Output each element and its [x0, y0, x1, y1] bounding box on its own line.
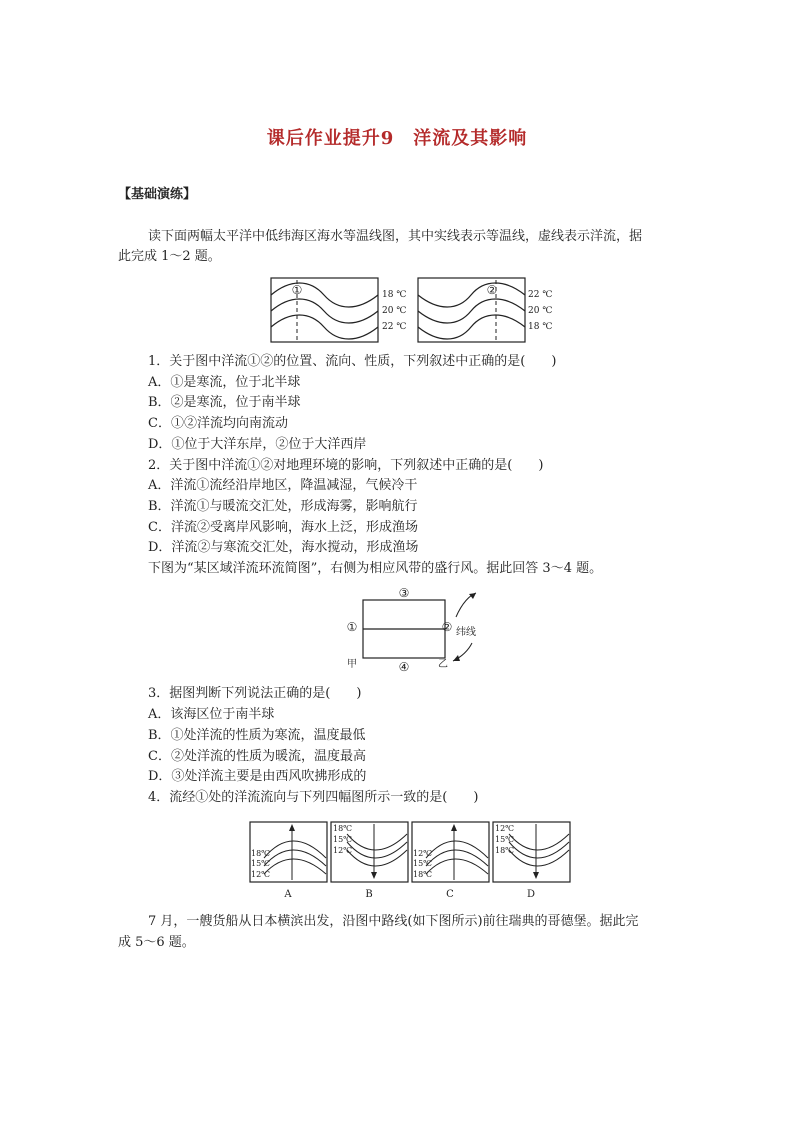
q2-option-b[interactable]: B．洋流①与暖流交汇处，形成海雾，影响航行: [148, 499, 418, 514]
intro-1-line-2: 此完成 1～2 题。: [118, 249, 221, 264]
intro-3-line-1: 7 月，一艘货船从日本横滨出发，沿图中路线(如下图所示)前往瑞典的哥德堡。据此完: [148, 914, 639, 929]
q3-option-c[interactable]: C．②处洋流的性质为暖流，温度最高: [148, 749, 366, 764]
corner-jia: 甲: [347, 659, 357, 670]
label-2: ②: [441, 620, 453, 634]
b-label-3: 12℃: [333, 846, 353, 855]
a-label-3: 12℃: [251, 870, 271, 879]
d-letter: D: [526, 889, 536, 900]
q1-option-c[interactable]: C．①②洋流均向南流动: [148, 416, 288, 431]
left-label-3: 22 ℃: [382, 322, 407, 332]
b-letter: B: [365, 889, 373, 900]
c-label-2: 15℃: [413, 859, 433, 868]
marker-2: ②: [486, 283, 498, 297]
d-label-3: 18℃: [495, 846, 515, 855]
option-figure-a[interactable]: [250, 822, 327, 900]
right-label-3: 18 ℃: [528, 322, 553, 332]
page-title: 课后作业提升9 洋流及其影响: [266, 128, 528, 149]
q1-option-a[interactable]: A．①是寒流，位于北半球: [148, 375, 301, 390]
latitude-label: 纬线: [456, 627, 476, 638]
label-4: ④: [398, 660, 410, 673]
isotherm-figure: [270, 277, 560, 345]
d-label-2: 15℃: [495, 835, 515, 844]
question-3: 3．据图判断下列说法正确的是( ): [148, 686, 362, 701]
option-figure-d[interactable]: [493, 822, 570, 900]
a-letter: A: [284, 889, 292, 900]
intro-1-line-1: 读下面两幅太平洋中低纬海区海水等温线图，其中实线表示等温线，虚线表示洋流，据: [148, 229, 643, 244]
q3-option-b[interactable]: B．①处洋流的性质为寒流，温度最低: [148, 728, 366, 743]
isotherm-map-right: [418, 278, 552, 342]
c-label-1: 12℃: [413, 849, 433, 858]
marker-1: ①: [291, 283, 303, 297]
b-label-2: 15℃: [333, 835, 353, 844]
intro-3-line-2: 成 5～6 题。: [118, 935, 195, 950]
a-label-1: 18℃: [251, 849, 271, 858]
q2-option-c[interactable]: C．洋流②受离岸风影响，海水上泛，形成渔场: [148, 520, 418, 535]
section-heading: 【基础演练】: [118, 187, 197, 202]
isotherm-map-left: [271, 278, 406, 342]
c-label-3: 18℃: [413, 870, 433, 879]
q3-option-a[interactable]: A．该海区位于南半球: [148, 707, 275, 722]
q1-option-b[interactable]: B．②是寒流，位于南半球: [148, 395, 301, 410]
right-label-2: 20 ℃: [528, 306, 553, 316]
q1-option-d[interactable]: D．①位于大洋东岸，②位于大洋西岸: [148, 437, 367, 452]
q3-option-d[interactable]: D．③处洋流主要是由西风吹拂形成的: [148, 769, 367, 784]
option-figure-c[interactable]: [412, 822, 489, 900]
a-label-2: 15℃: [251, 859, 271, 868]
b-label-1: 18℃: [333, 824, 353, 833]
c-letter: C: [446, 889, 454, 900]
d-label-1: 12℃: [495, 824, 515, 833]
question-1: 1．关于图中洋流①②的位置、流向、性质，下列叙述中正确的是( ): [148, 354, 557, 369]
option-figure-b[interactable]: [331, 822, 408, 900]
question-2: 2．关于图中洋流①②对地理环境的影响，下列叙述中正确的是( ): [148, 458, 544, 473]
corner-yi: 乙: [438, 659, 448, 670]
label-1: ①: [346, 620, 358, 634]
right-label-1: 22 ℃: [528, 290, 553, 300]
option-figures: [248, 820, 573, 902]
q2-option-a[interactable]: A．洋流①流经沿岸地区，降温减湿，气候冷干: [148, 478, 418, 493]
intro-2: 下图为“某区域洋流环流简图”，右侧为相应风带的盛行风。据此回答 3～4 题。: [148, 561, 603, 576]
label-3: ③: [398, 586, 410, 600]
left-label-1: 18 ℃: [382, 290, 407, 300]
left-label-2: 20 ℃: [382, 306, 407, 316]
circulation-figure: [340, 585, 495, 673]
q2-option-d[interactable]: D．洋流②与寒流交汇处，海水搅动，形成渔场: [148, 540, 419, 555]
question-4: 4．流经①处的洋流流向与下列四幅图所示一致的是( ): [148, 790, 479, 805]
